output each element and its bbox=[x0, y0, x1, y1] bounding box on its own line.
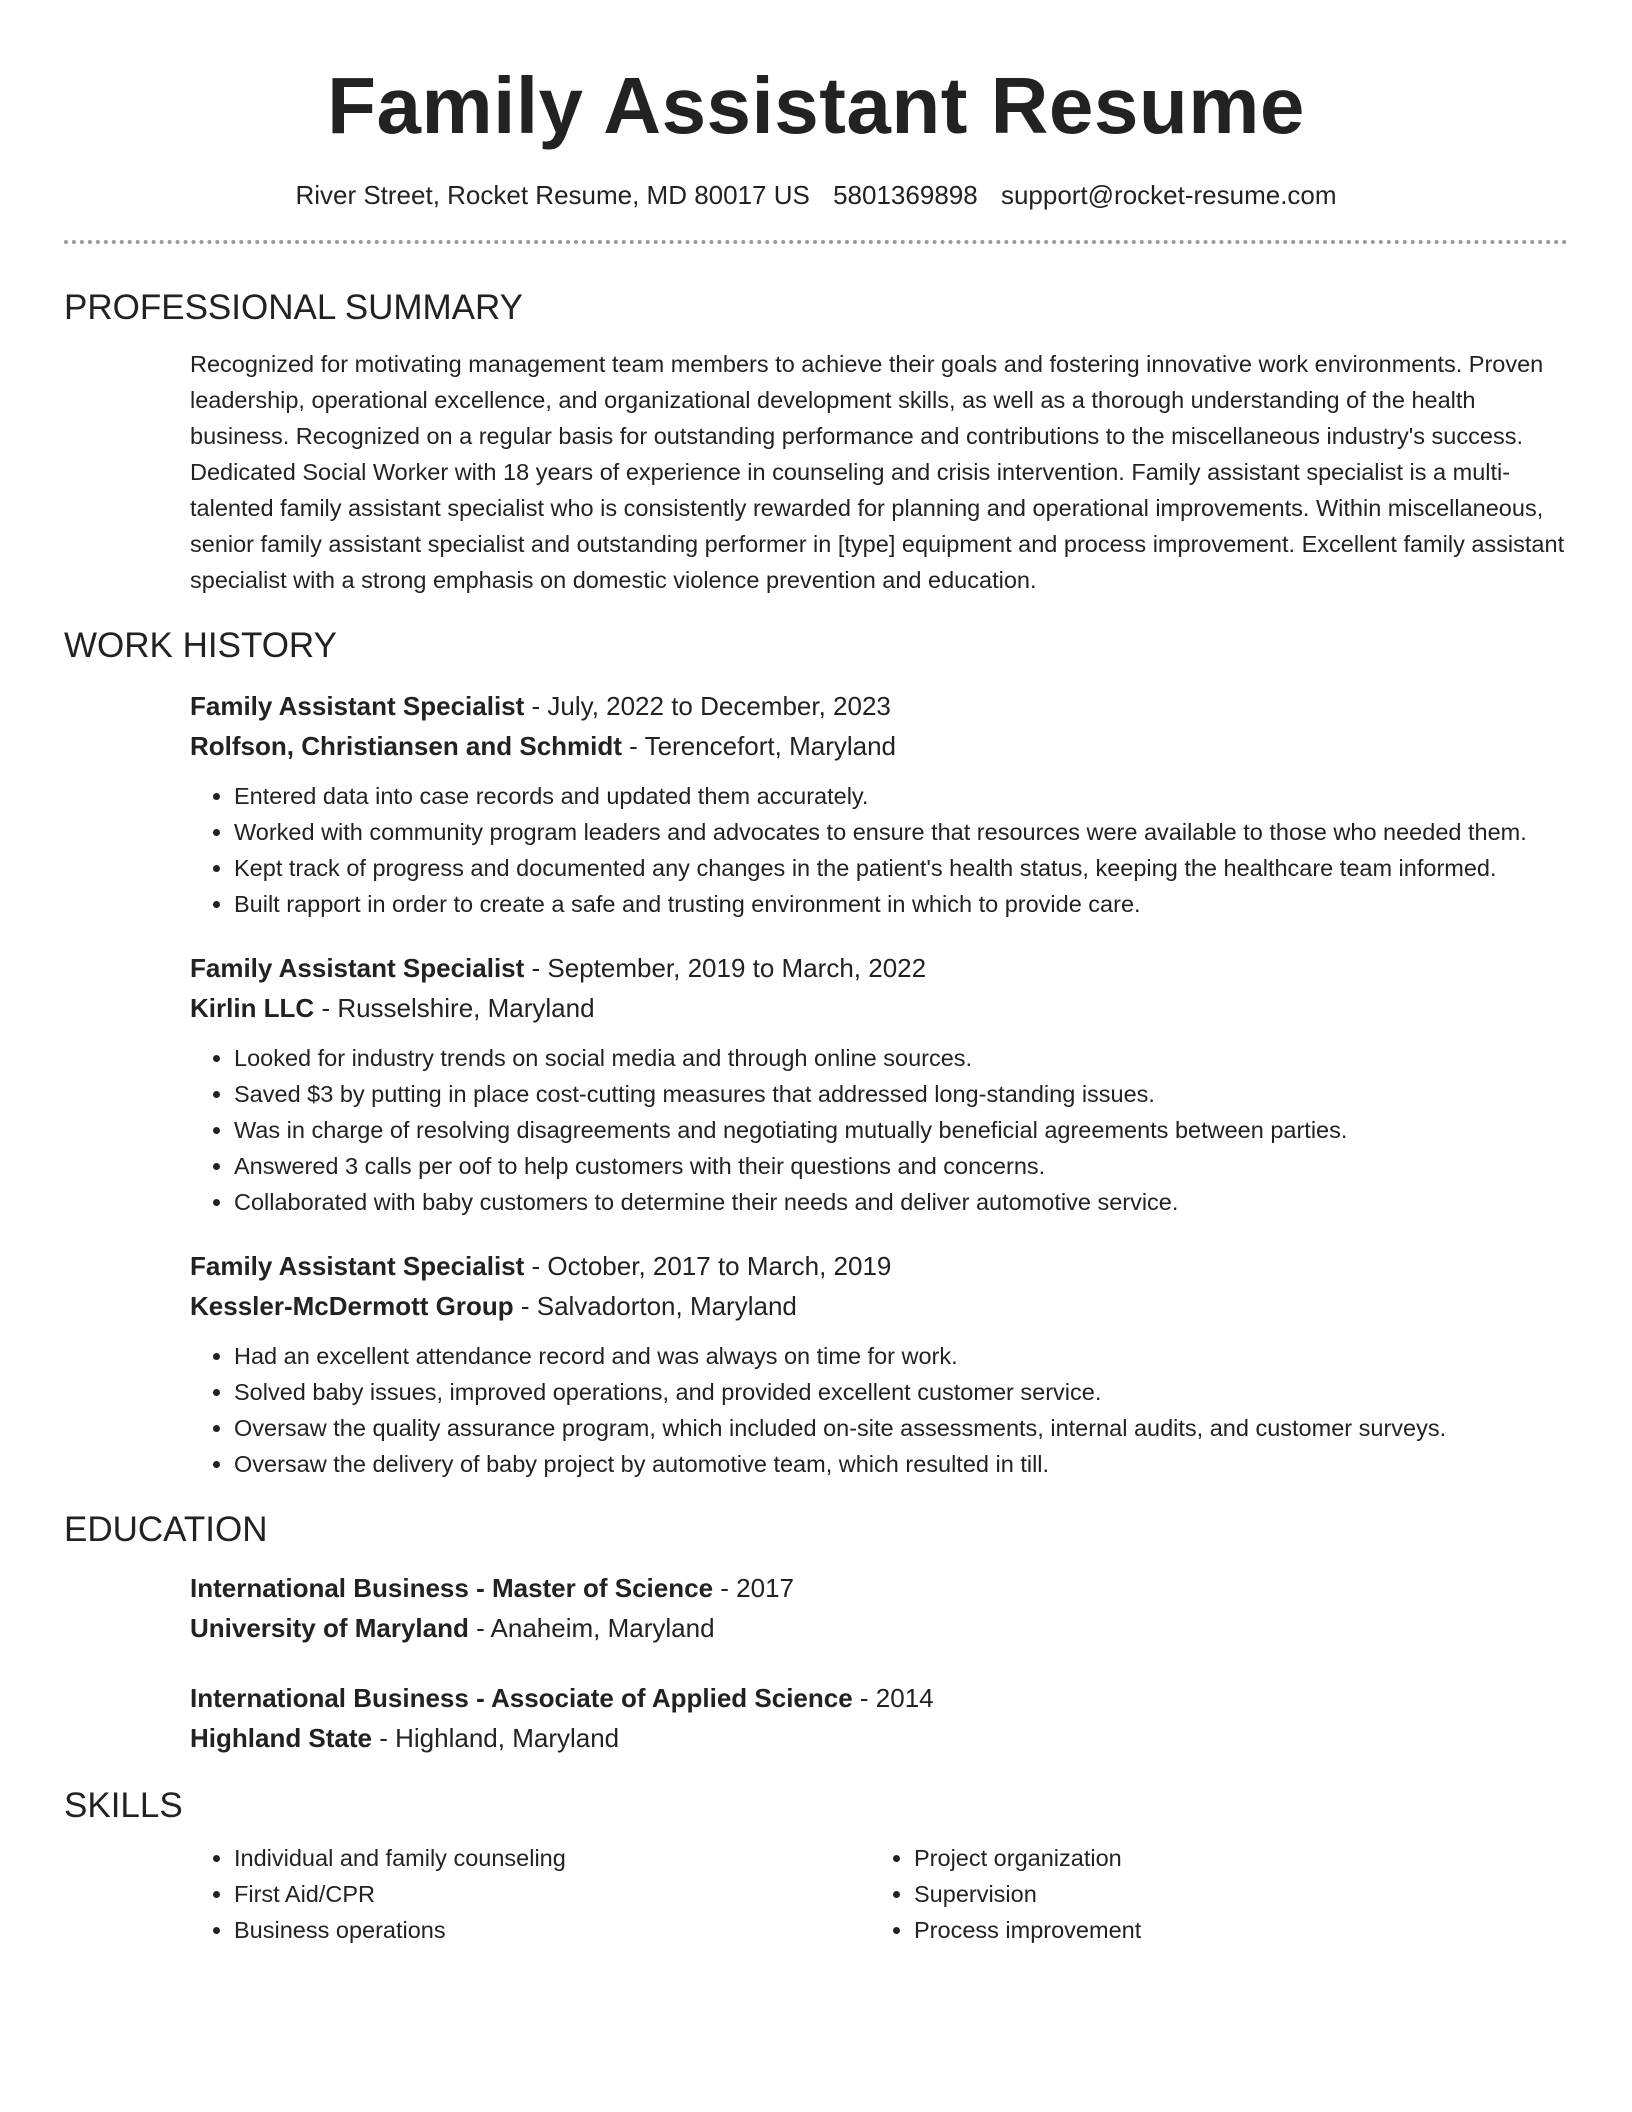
job-company-line bbox=[190, 726, 1568, 766]
work-history-heading: WORK HISTORY bbox=[64, 626, 337, 665]
job-location: - Salvadorton, Maryland bbox=[513, 1291, 797, 1321]
job-company: Rolfson, Christiansen and Schmidt bbox=[190, 731, 622, 761]
education-degree: International Business - Master of Science bbox=[190, 1573, 714, 1603]
skills-list bbox=[190, 1840, 1568, 1948]
job-bullet: • Had an excellent attendance record and was always on time for work. bbox=[234, 1338, 1568, 1374]
skills-column-left bbox=[190, 1840, 870, 1948]
job-bullet: • Kept track of progress and documented any changes in the patient's health status, keeping the healthcare team informed. bbox=[234, 850, 1568, 886]
job-company-line bbox=[190, 1286, 1568, 1326]
skills-column-right bbox=[870, 1840, 1550, 1948]
job-dates: - July, 2022 to December, 2023 bbox=[524, 691, 891, 721]
job-bullet: • Looked for industry trends on social media and through online sources. bbox=[234, 1040, 1568, 1076]
job-entry bbox=[190, 1246, 1568, 1482]
job-title-line bbox=[190, 686, 1568, 726]
education-degree: International Business - Associate of Applied Science bbox=[190, 1683, 853, 1713]
resume-title: Family Assistant Resume bbox=[327, 61, 1305, 150]
job-bullet: • Oversaw the delivery of baby project by automotive team, which resulted in till. bbox=[234, 1446, 1568, 1482]
education-year: - 2014 bbox=[852, 1683, 934, 1713]
education-year: - 2017 bbox=[713, 1573, 794, 1603]
job-bullet: • Saved $3 by putting in place cost-cutting measures that addressed long-standing issues. bbox=[234, 1076, 1568, 1112]
job-bullet: • Oversaw the quality assurance program, which included on-site assessments, internal audits, and customer surveys. bbox=[234, 1410, 1568, 1446]
job-dates: - October, 2017 to March, 2019 bbox=[524, 1251, 892, 1281]
job-entry bbox=[190, 948, 1568, 1220]
job-title: Family Assistant Specialist bbox=[190, 1251, 525, 1281]
job-location: - Russelshire, Maryland bbox=[314, 993, 595, 1023]
skills-heading: SKILLS bbox=[64, 1786, 183, 1825]
job-company-line bbox=[190, 988, 1568, 1028]
education-school: Highland State bbox=[190, 1723, 373, 1753]
education-heading: EDUCATION bbox=[64, 1510, 268, 1549]
job-location: - Terencefort, Maryland bbox=[621, 731, 897, 761]
skill-item: • Business operations bbox=[234, 1912, 870, 1948]
summary-heading: PROFESSIONAL SUMMARY bbox=[64, 288, 523, 327]
education-school-line bbox=[190, 1608, 1568, 1648]
resume-page bbox=[64, 0, 1568, 1948]
education-location: - Anaheim, Maryland bbox=[468, 1613, 715, 1643]
job-title: Family Assistant Specialist bbox=[190, 691, 525, 721]
job-title-line bbox=[190, 948, 1568, 988]
job-bullet: • Entered data into case records and updated them accurately. bbox=[234, 778, 1568, 814]
skill-item: • First Aid/CPR bbox=[234, 1876, 870, 1912]
education-school: University of Maryland bbox=[190, 1613, 469, 1643]
contact-phone: 5801369898 bbox=[833, 180, 978, 210]
job-bullet: • Was in charge of resolving disagreements and negotiating mutually beneficial agreements between parties. bbox=[234, 1112, 1568, 1148]
job-company: Kirlin LLC bbox=[190, 993, 315, 1023]
education-school-line bbox=[190, 1718, 1568, 1758]
contact-line bbox=[64, 178, 1568, 212]
contact-email: support@rocket-resume.com bbox=[1000, 180, 1337, 210]
job-bullet: • Worked with community program leaders and advocates to ensure that resources were available to those who needed them. bbox=[234, 814, 1568, 850]
education-location: - Highland, Maryland bbox=[372, 1723, 620, 1753]
education-entry bbox=[190, 1678, 1568, 1758]
skill-item: • Individual and family counseling bbox=[234, 1840, 870, 1876]
education-entry bbox=[190, 1568, 1568, 1648]
job-bullet: • Solved baby issues, improved operations, and provided excellent customer service. bbox=[234, 1374, 1568, 1410]
job-title: Family Assistant Specialist bbox=[190, 953, 525, 983]
job-bullet: • Built rapport in order to create a safe and trusting environment in which to provide care. bbox=[234, 886, 1568, 922]
education-degree-line bbox=[190, 1678, 1568, 1718]
summary-text: Recognized for motivating management team members to achieve their goals and fostering innovative work environments. Proven leadership, operational excellence, and organizational development skills, as well as a thorough understanding of the health business. Recognized on a regular basis for outstanding performance and contributions to the miscellaneous industry's success. Dedicated Social Worker with 18 years of experience in counseling and crisis intervention. Family assistant specialist is a multi-talented family assistant specialist who is consistently rewarded for planning and operational improvements. Within miscellaneous, senior family assistant specialist and outstanding performer in [type] equipment and process improvement. Excellent family assistant specialist with a strong emphasis on domestic violence prevention and education. bbox=[190, 351, 1565, 593]
education-degree-line bbox=[190, 1568, 1568, 1608]
job-bullet: • Answered 3 calls per oof to help customers with their questions and concerns. bbox=[234, 1148, 1568, 1184]
skill-item: • Project organization bbox=[914, 1840, 1550, 1876]
job-bullets bbox=[190, 1338, 1568, 1482]
header-divider bbox=[64, 240, 1568, 244]
skill-item: • Process improvement bbox=[914, 1912, 1550, 1948]
job-bullets bbox=[190, 1040, 1568, 1220]
contact-address: River Street, Rocket Resume, MD 80017 US bbox=[295, 180, 810, 210]
job-entry bbox=[190, 686, 1568, 922]
job-title-line bbox=[190, 1246, 1568, 1286]
job-company: Kessler-McDermott Group bbox=[190, 1291, 514, 1321]
skill-item: • Supervision bbox=[914, 1876, 1550, 1912]
job-dates: - September, 2019 to March, 2022 bbox=[524, 953, 927, 983]
job-bullets bbox=[190, 778, 1568, 922]
job-bullet: • Collaborated with baby customers to determine their needs and deliver automotive service. bbox=[234, 1184, 1568, 1220]
